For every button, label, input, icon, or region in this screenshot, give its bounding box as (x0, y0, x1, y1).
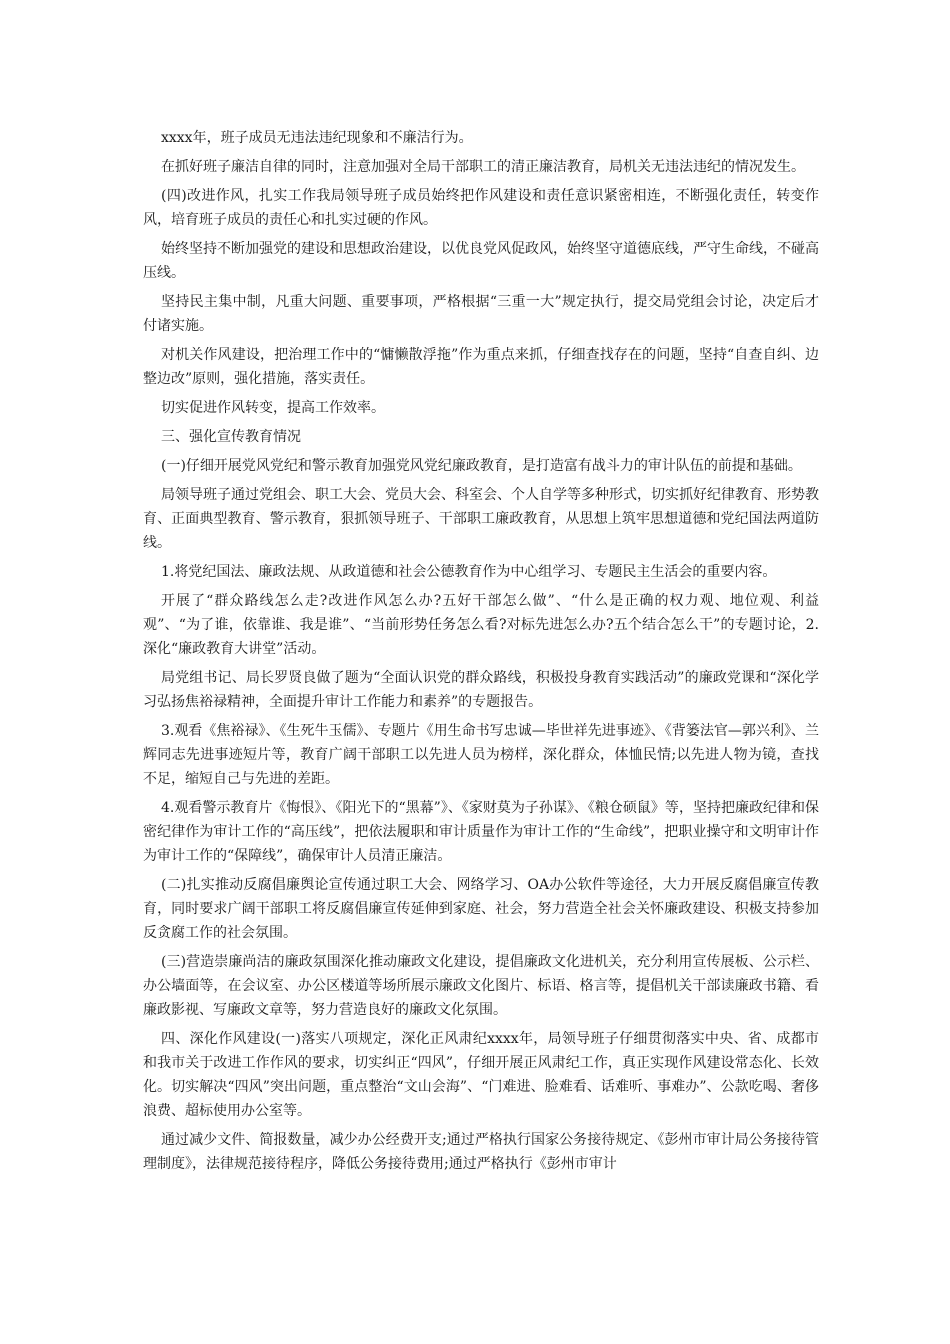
paragraph: (二)扎实推动反腐倡廉舆论宣传通过职工大会、网络学习、OA办公软件等途径，大力开展反腐倡廉宣传教育，同时要求广阔干部职工将反腐倡廉宣传延伸到家庭、社会，努力营造全社会关怀廉政建设、积极支持参加反贪腐工作的社会氛围。 (143, 877, 819, 941)
paragraph: xxxx年，班子成员无违法违纪现象和不廉洁行为。 (161, 130, 473, 146)
paragraph: 4.观看警示教育片《悔恨》、《阳光下的“黑幕”》、《家财莫为子孙谋》、《粮仓硕鼠》等，坚持把廉政纪律和保密纪律作为审计工作的“高压线”，把依法履职和审计质量作为审计工作的“生命线”，把职业操守和文明审计作为审计工作的“保障线”，确保审计人员清正廉洁。 (143, 800, 819, 864)
paragraph: 局领导班子通过党组会、职工大会、党员大会、科室会、个人自学等多种形式，切实抓好纪律教育、形势教育、正面典型教育、警示教育，狠抓领导班子、干部职工廉政教育，从思想上筑牢思想道德和党纪国法两道防线。 (143, 487, 819, 551)
paragraph: 切实促进作风转变，提高工作效率。 (161, 400, 385, 416)
paragraph: (四)改进作风，扎实工作我局领导班子成员始终把作风建设和责任意识紧密相连，不断强化责任，转变作风，培育班子成员的责任心和扎实过硬的作风。 (143, 188, 819, 228)
paragraph: 对机关作风建设，把治理工作中的“慵懒散浮拖”作为重点来抓，仔细查找存在的问题，坚持“自查自纠、边整边改”原则，强化措施，落实责任。 (143, 347, 819, 387)
paragraph: 1.将党纪国法、廉政法规、从政道德和社会公德教育作为中心组学习、专题民主生活会的重要内容。 (161, 564, 777, 580)
paragraph: (三)营造崇廉尚洁的廉政氛围深化推动廉政文化建设，提倡廉政文化进机关，充分利用宣传展板、公示栏、办公墙面等，在会议室、办公区楼道等场所展示廉政文化图片、标语、格言等，提倡机关干部读廉政书籍、看廉政影视、写廉政文章等，努力营造良好的廉政文化氛围。 (143, 954, 819, 1018)
paragraph: 通过减少文件、简报数量，减少办公经费开支;通过严格执行国家公务接待规定、《彭州市审计局公务接待管理制度》，法律规范接待程序，降低公务接待费用;通过严格执行《彭州市审计 (143, 1132, 819, 1172)
section-heading: 三、强化宣传教育情况 (161, 429, 301, 445)
paragraph: 3.观看《焦裕禄》、《生死牛玉儒》、专题片《用生命书写忠诚—毕世祥先进事迹》、《背篓法官—郭兴利》、兰辉同志先进事迹短片等，教育广阔干部职工以先进人员为榜样，深化群众，体恤民情;以先进人物为镜，查找不足，缩短自己与先进的差距。 (143, 723, 819, 787)
paragraph: 始终坚持不断加强党的建设和思想政治建设，以优良党风促政风，始终坚守道德底线，严守生命线，不碰高压线。 (143, 241, 819, 281)
paragraph: 四、深化作风建设(一)落实八项规定，深化正风肃纪xxxx年，局领导班子仔细贯彻落实中央、省、成都市和我市关于改进工作作风的要求，切实纠正“四风”，仔细开展正风肃纪工作，真正实现作风建设常态化、长效化。切实解决“四风”突出问题，重点整治“文山会海”、“门难进、脸难看、话难听、事难办”、公款吃喝、奢侈浪费、超标使用办公室等。 (143, 1031, 819, 1119)
document-page (143, 126, 819, 1181)
paragraph: 局党组书记、局长罗贤良做了题为“全面认识党的群众路线，积极投身教育实践活动”的廉政党课和“深化学习弘扬焦裕禄精神，全面提升审计工作能力和素养”的专题报告。 (143, 670, 819, 710)
paragraph: 在抓好班子廉洁自律的同时，注意加强对全局干部职工的清正廉洁教育，局机关无违法违纪的情况发生。 (161, 159, 805, 175)
paragraph: 坚持民主集中制，凡重大问题、重要事项，严格根据“三重一大”规定执行，提交局党组会讨论，决定后才付诸实施。 (143, 294, 819, 334)
paragraph: (一)仔细开展党风党纪和警示教育加强党风党纪廉政教育，是打造富有战斗力的审计队伍的前提和基础。 (161, 458, 802, 474)
paragraph: 开展了“群众路线怎么走?改进作风怎么办?五好干部怎么做”、“什么是正确的权力观、地位观、利益观”、“为了谁，依靠谁、我是谁”、“当前形势任务怎么看?对标先进怎么办?五个结合怎么干”的专题讨论，2.深化“廉政教育大讲堂”活动。 (143, 593, 819, 657)
